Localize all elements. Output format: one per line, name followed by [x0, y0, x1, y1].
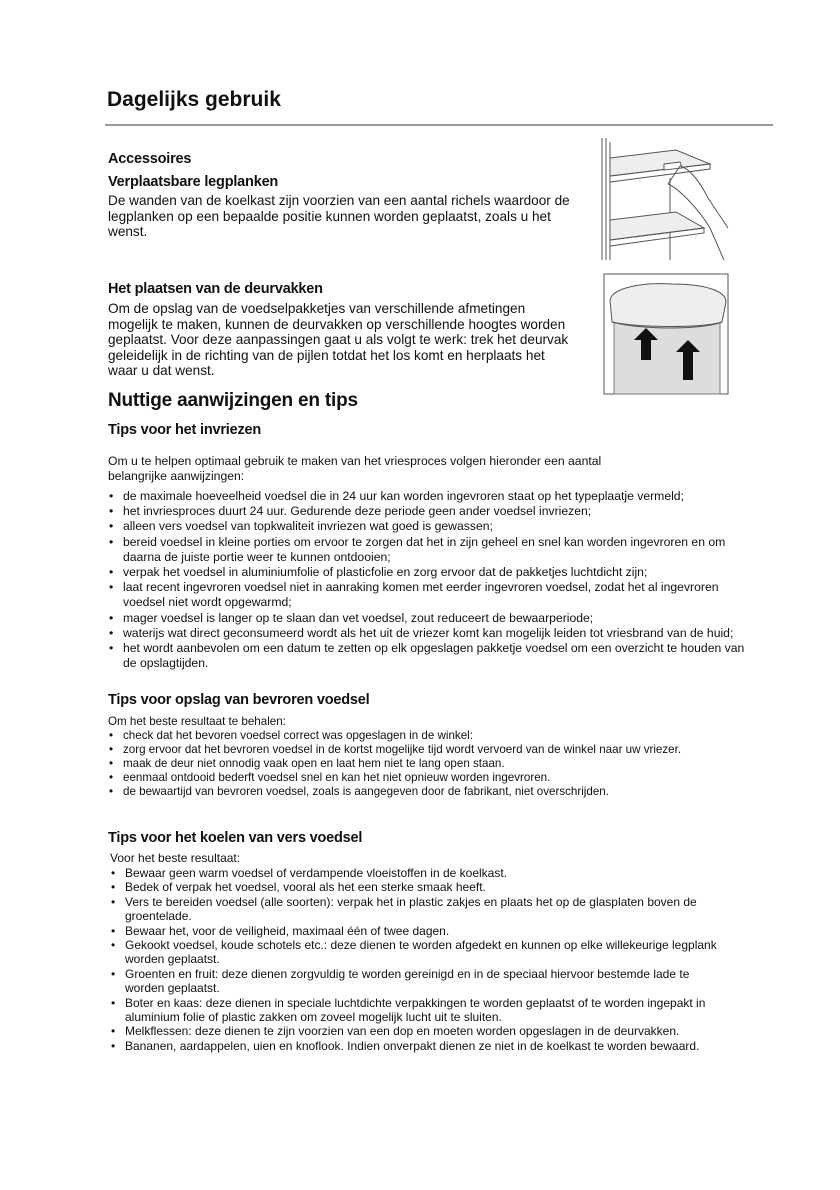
list-item: • maak de deur niet onnodig vaak open en laat hem niet te lang open staan.	[108, 757, 708, 771]
list-item: • check dat het bevoren voedsel correct was opgeslagen in de winkel:	[108, 729, 708, 743]
list-item: • mager voedsel is langer op te slaan dan vet voedsel, zout reduceert de bewaarperiode;	[108, 611, 748, 626]
list-item: • Bedek of verpak het voedsel, vooral als het een sterke smaak heeft.	[110, 880, 720, 894]
tips-heading: Nuttige aanwijzingen en tips	[108, 390, 358, 411]
frozen-storage-list	[108, 729, 708, 799]
shelves-heading: Verplaatsbare legplanken	[108, 174, 279, 190]
list-item: • verpak het voedsel in aluminiumfolie of plasticfolie en zorg ervoor dat de pakketjes luchtdicht zijn;	[108, 565, 748, 580]
title-divider	[105, 124, 773, 126]
list-item: • het invriesproces duurt 24 uur. Gedurende deze periode geen ander voedsel invriezen;	[108, 504, 748, 519]
list-item: • de maximale hoeveelheid voedsel die in 24 uur kan worden ingevroren staat op het typeplaatje vermeld;	[108, 489, 748, 504]
list-item: • Bananen, aardappelen, uien en knoflook. Indien onverpakt dienen ze niet in de koelkast te worden bewaard.	[110, 1039, 720, 1053]
shelves-text: De wanden van de koelkast zijn voorzien van een aantal richels waardoor de legplanken op een bepaalde positie kunnen worden geplaatst, zoals u het wenst.	[108, 193, 570, 240]
list-item: • laat recent ingevroren voedsel niet in aanraking komen met eerder ingevroren voedsel, zodat het al ingevroren voedsel niet wordt opgewarmd;	[108, 580, 748, 610]
list-item: • Gekookt voedsel, koude schotels etc.: deze dienen te worden afgedekt en kunnen op elke willekeurige legplank worden geplaatst.	[110, 938, 720, 967]
list-item: • de bewaartijd van bevroren voedsel, zoals is aangegeven door de fabrikant, niet overschrijden.	[108, 785, 708, 799]
list-item: • het wordt aanbevolen om een datum te zetten op elk opgeslagen pakketje voedsel om een overzicht te houden van de opslagtijden.	[108, 641, 748, 671]
frozen-storage-heading: Tips voor opslag van bevroren voedsel	[108, 692, 370, 708]
door-bin-illustration	[602, 272, 730, 396]
page-title: Dagelijks gebruik	[107, 88, 281, 111]
door-heading: Het plaatsen van de deurvakken	[108, 281, 323, 297]
list-item: • Bewaar het, voor de veiligheid, maximaal één of twee dagen.	[110, 924, 720, 938]
fresh-cooling-heading: Tips voor het koelen van vers voedsel	[108, 830, 363, 846]
shelf-illustration	[598, 138, 734, 260]
list-item: • Melkflessen: deze dienen te zijn voorzien van een dop en moeten worden opgeslagen in de deurvakken.	[110, 1024, 720, 1038]
freezing-list	[108, 489, 748, 671]
fresh-cooling-list	[110, 866, 720, 1053]
list-item: • Groenten en fruit: deze dienen zorgvuldig te worden gereinigd en in de speciaal hiervoor bestemde lade te worden geplaatst.	[110, 967, 720, 996]
list-item: • alleen vers voedsel van topkwaliteit invriezen wat goed is gewassen;	[108, 519, 748, 534]
fresh-cooling-intro: Voor het beste resultaat:	[110, 851, 241, 865]
list-item: • eenmaal ontdooid bederft voedsel snel en kan het niet opnieuw worden ingevroren.	[108, 771, 708, 785]
door-text: Om de opslag van de voedselpakketjes van verschillende afmetingen mogelijk te maken, kunnen de deurvakken op verschillende hoogtes worden geplaatst. Voor deze aanpassingen gaat u als volgt te werk: trek het deurvak geleidelijk in de richting van de pijlen totdat het los komt en herplaats het waar u dat wenst.	[108, 301, 569, 379]
list-item: • zorg ervoor dat het bevroren voedsel in de kortst mogelijke tijd wordt vervoerd van de winkel naar uw vriezer.	[108, 743, 708, 757]
frozen-storage-intro: Om het beste resultaat te behalen:	[108, 715, 286, 728]
accessories-heading: Accessoires	[108, 151, 192, 167]
list-item: • waterijs wat direct geconsumeerd wordt als het uit de vriezer komt kan mogelijk leiden tot vriesbrand van de huid;	[108, 626, 748, 641]
list-item: • Vers te bereiden voedsel (alle soorten): verpak het in plastic zakjes en plaats het op de glasplaten boven de groentelade.	[110, 895, 720, 924]
freezing-heading: Tips voor het invriezen	[108, 422, 262, 438]
list-item: • Boter en kaas: deze dienen in speciale luchtdichte verpakkingen te worden geplaatst of te worden ingepakt in aluminium folie of plastic zakken om zoveel mogelijk lucht uit te sluiten.	[110, 996, 720, 1025]
list-item: • bereid voedsel in kleine porties om ervoor te zorgen dat het in zijn geheel en snel kan worden ingevroren en om daarna de juiste portie weer te kunnen ontdooien;	[108, 535, 748, 565]
list-item: • Bewaar geen warm voedsel of verdampende vloeistoffen in de koelkast.	[110, 866, 720, 880]
freezing-intro: Om u te helpen optimaal gebruik te maken van het vriesproces volgen hieronder een aantal belangrijke aanwijzingen:	[108, 454, 602, 484]
